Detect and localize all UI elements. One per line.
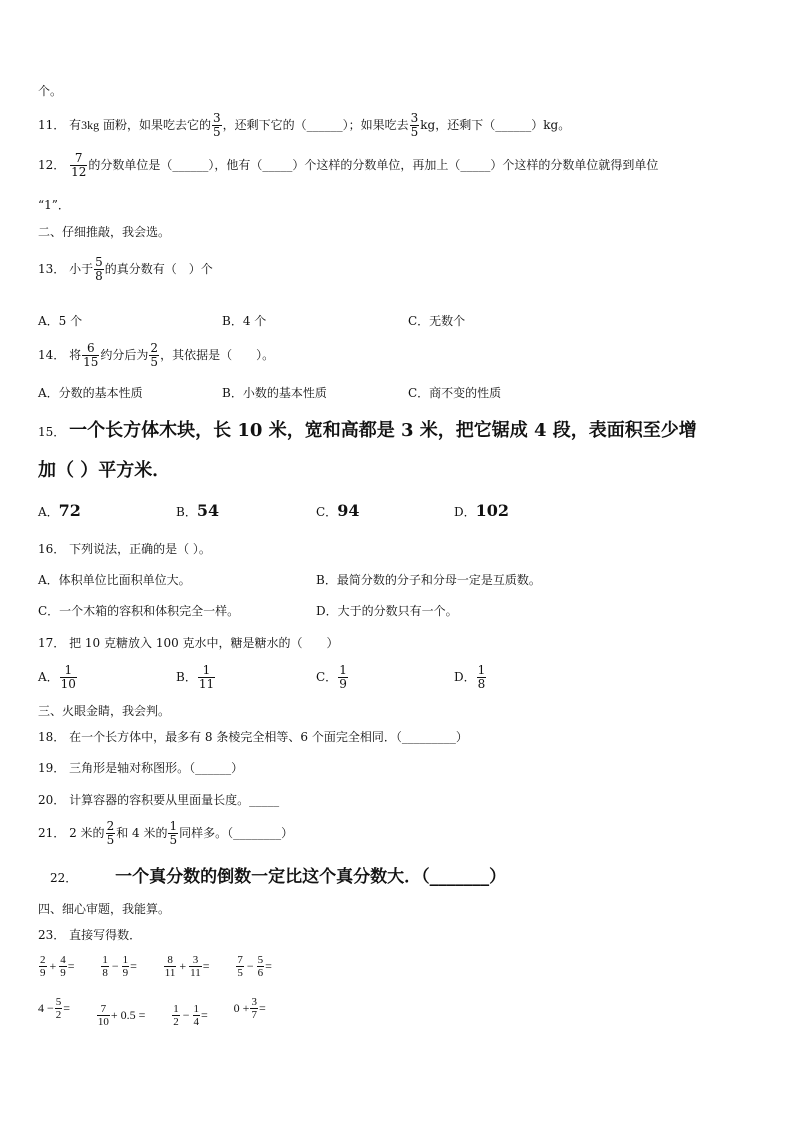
fraction: $\frac{2}{5}$ xyxy=(150,341,159,369)
section-heading: 三、火眼金睛，我会判。 xyxy=(38,704,171,718)
fraction: $\frac{5}{8}$ xyxy=(95,255,103,283)
question-number: 13． xyxy=(38,262,66,276)
question-23: 23． 直接写得数． xyxy=(38,928,142,942)
question-22: 22． 一个真分数的倒数一定比这个真分数大．（_______） xyxy=(50,867,507,887)
question-number: 16． xyxy=(38,542,66,556)
option-c: C．一个木箱的容积和体积完全一样。 xyxy=(38,604,240,618)
option-b: B． $\frac{1}{11}$ xyxy=(176,663,215,691)
question-number: 18． xyxy=(38,730,66,744)
expression: $\frac{2}{9}$ + $\frac{4}{9}$ = xyxy=(40,954,75,979)
option-a: A． $\frac{1}{10}$ xyxy=(38,663,76,691)
option-a: A．5 个 xyxy=(38,314,83,328)
option-b: B．54 xyxy=(176,501,220,520)
section-heading: 二、仔细推敲，我会选。 xyxy=(38,225,171,239)
question-17: 17． 把 10 克糖放入 100 克水中，糖是糖水的（ ） xyxy=(38,636,339,650)
option-c: C． $\frac{1}{9}$ xyxy=(316,663,347,691)
fraction: $\frac{7}{12}$ xyxy=(71,151,87,179)
question-number: 23． xyxy=(38,928,66,942)
question-20: 20． 计算容器的容积要从里面量长度。_____ xyxy=(38,793,280,807)
option-d: D．大于的分数只有一个。 xyxy=(316,604,458,618)
expression: 4 − $\frac{5}{2}$ = xyxy=(38,996,71,1021)
question-15-cont: 加（ ）平方米． xyxy=(38,460,171,481)
question-12-cont: “1”． xyxy=(38,198,70,212)
fraction: $\frac{1}{8}$ xyxy=(477,663,486,691)
option-b: B．最简分数的分子和分母一定是互质数。 xyxy=(316,573,541,587)
question-13: 13． 小于 $\frac{5}{8}$ 的真分数有（ ）个 xyxy=(38,255,213,283)
question-number: 15． xyxy=(38,425,66,439)
calc-row-1 xyxy=(38,952,294,979)
fraction: $\frac{3}{5}$ xyxy=(410,111,419,139)
option-b: B．4 个 xyxy=(222,314,267,328)
option-b: B．小数的基本性质 xyxy=(222,386,327,400)
option-d: D．102 xyxy=(454,501,510,520)
fraction: $\frac{1}{11}$ xyxy=(198,663,215,691)
option-c: C．94 xyxy=(316,501,360,520)
expression: $\frac{1}{8}$ − $\frac{1}{9}$ = xyxy=(102,954,137,979)
expression: 0 + $\frac{3}{7}$ = xyxy=(233,996,266,1021)
section-heading: 四、细心审题，我能算。 xyxy=(38,902,171,916)
question-14: 14． 将 $\frac{6}{15}$ 约分后为 $\frac{2}{5}$ ，其依据是（ ）。 xyxy=(38,341,275,369)
option-d: D． $\frac{1}{8}$ xyxy=(454,663,486,691)
question-number: 12． xyxy=(38,158,66,172)
option-a: A．72 xyxy=(38,501,81,520)
fraction: $\frac{3}{5}$ xyxy=(212,111,221,139)
question-16: 16． 下列说法，正确的是（ ）。 xyxy=(38,542,211,556)
continued-text: 个。 xyxy=(38,84,63,98)
question-19: 19． 三角形是轴对称图形。（______） xyxy=(38,761,244,775)
expression: $\frac{8}{11}$ + $\frac{3}{11}$ = xyxy=(164,954,210,979)
question-number: 14． xyxy=(38,348,66,362)
option-a: A．分数的基本性质 xyxy=(38,386,143,400)
question-11: 11． 有3kg 面粉，如果吃去它的 $\frac{3}{5}$ ，还剩下它的（______）；如果吃去 $\frac{3}{5}$ kg，还剩下（______）kg。 xyxy=(38,111,571,139)
expression: $\frac{7}{10}$ + 0.5 = xyxy=(97,1003,146,1028)
question-18: 18． 在一个长方体中，最多有 8 条棱完全相等、6 个面完全相同．（_________） xyxy=(38,730,468,744)
question-number: 21． xyxy=(38,826,66,840)
fraction: $\frac{6}{15}$ xyxy=(83,341,99,369)
fraction: $\frac{1}{9}$ xyxy=(339,663,347,691)
calc-row-2 xyxy=(38,996,288,1028)
option-a: A．体积单位比面积单位大。 xyxy=(38,573,191,587)
question-21: 21． 2 米的 $\frac{2}{5}$ 和 4 米的 $\frac{1}{5}$ 同样多。（________） xyxy=(38,819,294,847)
option-c: C．商不变的性质 xyxy=(408,386,502,400)
question-number: 17． xyxy=(38,636,66,650)
fraction: $\frac{1}{10}$ xyxy=(60,663,76,691)
fraction: $\frac{2}{5}$ xyxy=(106,819,115,847)
fraction: $\frac{1}{5}$ xyxy=(169,819,178,847)
expression: $\frac{7}{5}$ − $\frac{5}{6}$ = xyxy=(237,954,272,979)
question-number: 11． xyxy=(38,118,66,132)
question-number: 20． xyxy=(38,793,66,807)
option-c: C．无数个 xyxy=(408,314,466,328)
question-number: 19． xyxy=(38,761,66,775)
expression: $\frac{1}{2}$ − $\frac{1}{4}$ = xyxy=(173,1003,208,1028)
question-12: 12． $\frac{7}{12}$ 的分数单位是（______），他有（_____）个这样的分数单位，再加上（_____）个这样的分数单位就得到单位 xyxy=(38,151,659,179)
question-number: 22． xyxy=(50,871,78,885)
question-15: 15． 一个长方体木块，长 10 米，宽和高都是 3 米，把它锯成 4 段，表面积至少增 xyxy=(38,420,697,441)
